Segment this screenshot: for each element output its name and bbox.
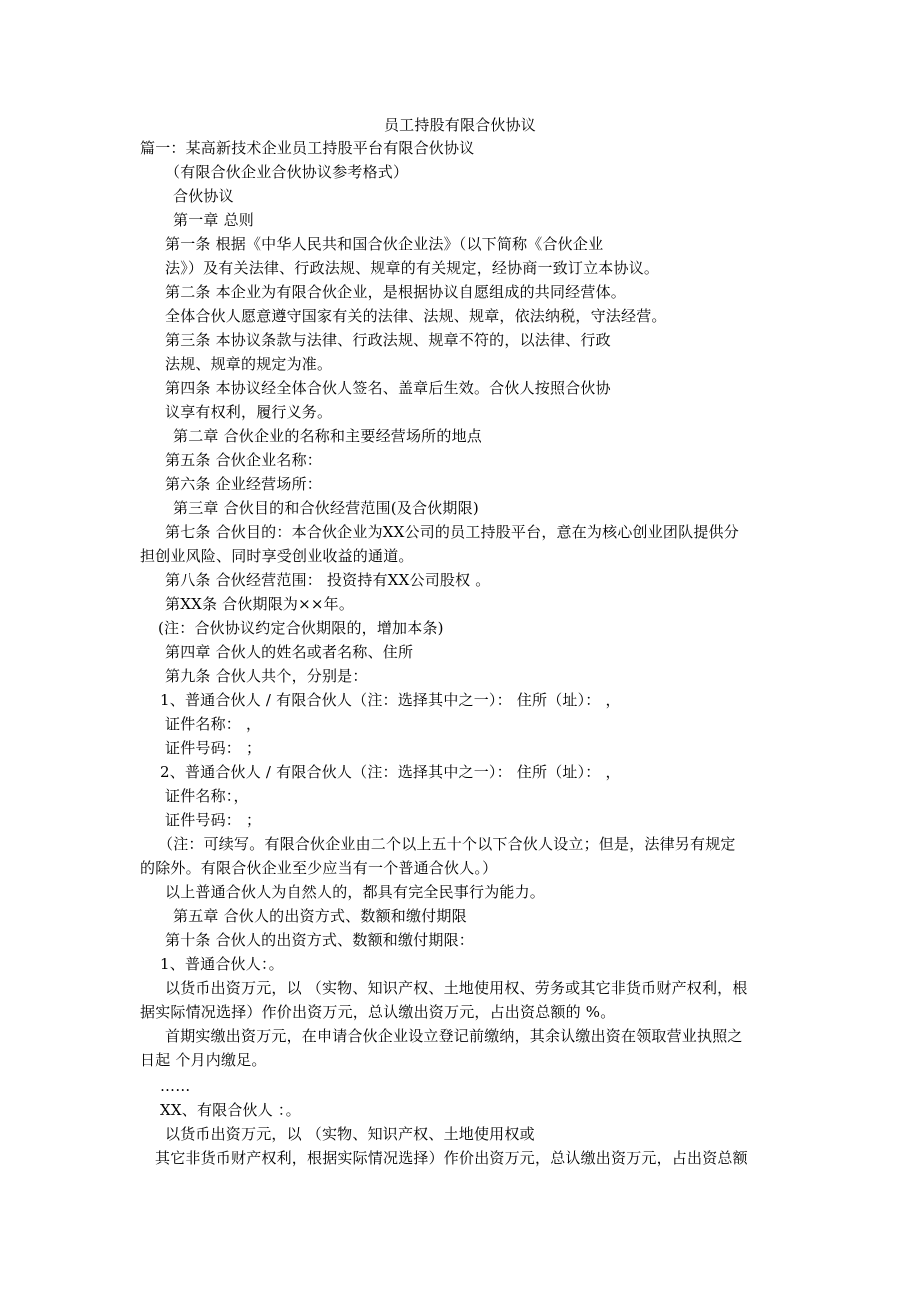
text-line: (注：合伙协议约定合伙期限的，增加本条) — [158, 619, 444, 637]
text-line: 篇一：某高新技术企业员工持股平台有限合伙协议 — [140, 139, 475, 157]
text-line: 的除外。有限合伙企业至少应当有一个普通合伙人。） — [140, 859, 498, 877]
chapter-heading: 第三章 合伙目的和合伙经营范围(及合伙期限) — [173, 499, 479, 517]
text-line: 据实际情况选择）作价出资万元，总认缴出资万元，占出资总额的 %。 — [140, 1003, 616, 1021]
text-line: 第XX条 合伙期限为××年。 — [165, 595, 355, 613]
text-line: 日起 个月内缴足。 — [140, 1051, 267, 1069]
text-line: 2、普通合伙人 / 有限合伙人（注：选择其中之一）： 住所（址）： ， — [160, 763, 621, 781]
text-line: 第五条 合伙企业名称： — [165, 451, 322, 469]
text-line: 第三条 本协议条款与法律、行政法规、规章不符的，以法律、行政 — [165, 331, 611, 349]
text-line: 全体合伙人愿意遵守国家有关的法律、法规、规章，依法纳税，守法经营。 — [165, 307, 667, 325]
text-line: 第六条 企业经营场所： — [165, 475, 322, 493]
text-line: 以上普通合伙人为自然人的，都具有完全民事行为能力。 — [165, 883, 546, 901]
text-line: （有限合伙企业合伙协议参考格式） — [165, 163, 409, 181]
text-line: 第九条 合伙人共个，分别是： — [165, 667, 368, 685]
text-line: 担创业风险、同时享受创业收益的通道。 — [140, 547, 414, 565]
text-line: 其它非货币财产权利，根据实际情况选择）作价出资万元，总认缴出资万元，占出资总额 — [155, 1149, 748, 1167]
text-line: 第八条 合伙经营范围： 投资持有XX公司股权 。 — [165, 571, 491, 589]
chapter-heading: 第四章 合伙人的姓名或者名称、住所 — [165, 643, 414, 661]
document-title: 员工持股有限合伙协议 — [383, 116, 536, 134]
text-line: 第一条 根据《中华人民共和国合伙企业法》（以下简称《合伙企业 — [165, 235, 604, 253]
text-line: 证件号码： ； — [165, 739, 262, 757]
text-line: 以货币出资万元，以 （实物、知识产权、土地使用权或 — [165, 1125, 535, 1143]
chapter-heading: 第二章 合伙企业的名称和主要经营场所的地点 — [173, 427, 482, 445]
text-line: （注：可续写。有限合伙企业由二个以上五十个以下合伙人设立；但是，法律另有规定 — [158, 835, 736, 853]
text-line: 证件名称： ， — [165, 715, 262, 733]
text-line: 合伙协议 — [173, 187, 234, 205]
text-line: 第七条 合伙目的：本合伙企业为XX公司的员工持股平台，意在为核心创业团队提供分 — [165, 523, 739, 541]
text-line: 第十条 合伙人的出资方式、数额和缴付期限： — [165, 931, 474, 949]
text-line: 1、普通合伙人：。 — [160, 955, 284, 973]
chapter-heading: 第五章 合伙人的出资方式、数额和缴付期限 — [173, 907, 467, 925]
text-line: 法规、规章的规定为准。 — [165, 355, 333, 373]
text-line: 以货币出资万元，以 （实物、知识产权、土地使用权、劳务或其它非货币财产权利，根 — [165, 979, 748, 997]
chapter-heading: 第一章 总则 — [173, 211, 254, 229]
text-line: 首期实缴出资万元，在申请合伙企业设立登记前缴纳，其余认缴出资在领取营业执照之 — [165, 1027, 743, 1045]
text-line: 证件名称：， — [165, 787, 249, 805]
text-line: 证件号码： ； — [165, 811, 262, 829]
ellipsis: …… — [160, 1077, 191, 1095]
text-line: 1、普通合伙人 / 有限合伙人（注：选择其中之一）： 住所（址）： ， — [160, 691, 621, 709]
text-line: 法》）及有关法律、行政法规、规章的有关规定，经协商一致订立本协议。 — [165, 259, 660, 277]
text-line: 议享有权利，履行义务。 — [165, 403, 333, 421]
text-line: 第四条 本协议经全体合伙人签名、盖章后生效。合伙人按照合伙协 — [165, 379, 611, 397]
text-line: XX、有限合伙人 ：。 — [160, 1101, 301, 1119]
text-line: 第二条 本企业为有限合伙企业，是根据协议自愿组成的共同经营体。 — [165, 283, 626, 301]
